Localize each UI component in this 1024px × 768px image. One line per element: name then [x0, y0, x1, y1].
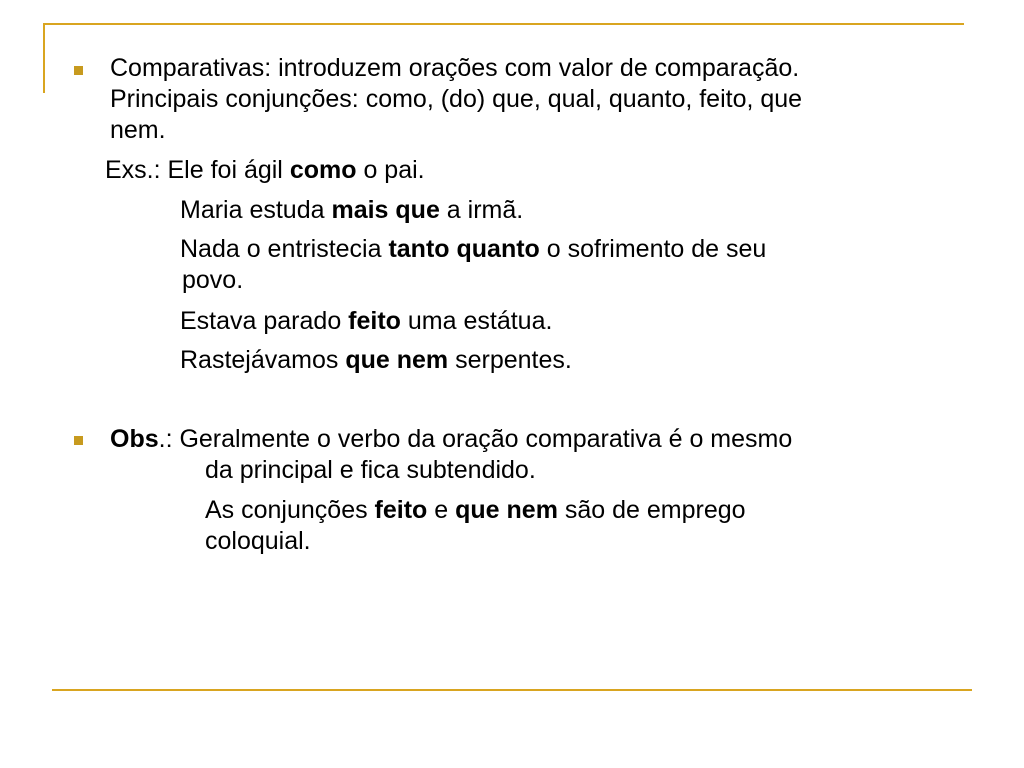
example-text: Maria estuda	[180, 196, 332, 224]
example-text: Estava parado	[180, 307, 349, 335]
example-conjunction: que nem	[345, 346, 449, 374]
example-text: a irmã.	[439, 196, 524, 224]
example-text: Nada o entristecia	[180, 235, 389, 263]
example-line-1	[105, 155, 425, 185]
example-text: serpentes.	[448, 346, 572, 374]
example-conjunction: feito	[348, 307, 401, 335]
example-line-5	[180, 345, 572, 375]
square-bullet-icon	[74, 66, 83, 75]
conjuncoes-line-1	[205, 495, 746, 525]
example-text: uma estátua.	[400, 307, 553, 335]
conjuncoes-line-2: coloquial.	[205, 527, 311, 555]
example-conjunction: tanto quanto	[388, 235, 540, 263]
example-text: Exs.: Ele foi ágil	[105, 156, 290, 184]
square-bullet-icon	[74, 436, 83, 445]
bottom-rule	[52, 689, 972, 691]
example-line-4	[180, 306, 552, 336]
example-line-3	[180, 234, 766, 264]
example-text: o pai.	[356, 156, 425, 184]
example-conjunction: mais que	[331, 196, 440, 224]
comparativas-line-2: Principais conjunções: como, (do) que, qual, quanto, feito, que	[110, 85, 803, 113]
example-conjunction: como	[289, 156, 357, 184]
example-text: Rastejávamos	[180, 346, 346, 374]
top-rule	[43, 23, 964, 25]
comparativas-line-3: nem.	[110, 116, 166, 144]
obs-line-2: da principal e fica subtendido.	[205, 456, 536, 484]
left-rule	[43, 23, 45, 93]
example-line-3-continuation: povo.	[182, 266, 244, 294]
example-line-2	[180, 195, 523, 225]
obs-label: Obs	[110, 425, 159, 453]
conj-text: e	[427, 496, 456, 524]
conj-feito: feito	[374, 496, 428, 524]
example-text: o sofrimento de seu	[539, 235, 767, 263]
obs-line-1	[110, 424, 792, 454]
conj-que-nem: que nem	[455, 496, 558, 524]
conj-text: são de emprego	[557, 496, 746, 524]
conj-text: As conjunções	[205, 496, 375, 524]
comparativas-line-1: Comparativas: introduzem orações com valor de comparação.	[110, 54, 800, 82]
obs-text: .: Geralmente o verbo da oração comparativa é o mesmo	[158, 425, 793, 453]
